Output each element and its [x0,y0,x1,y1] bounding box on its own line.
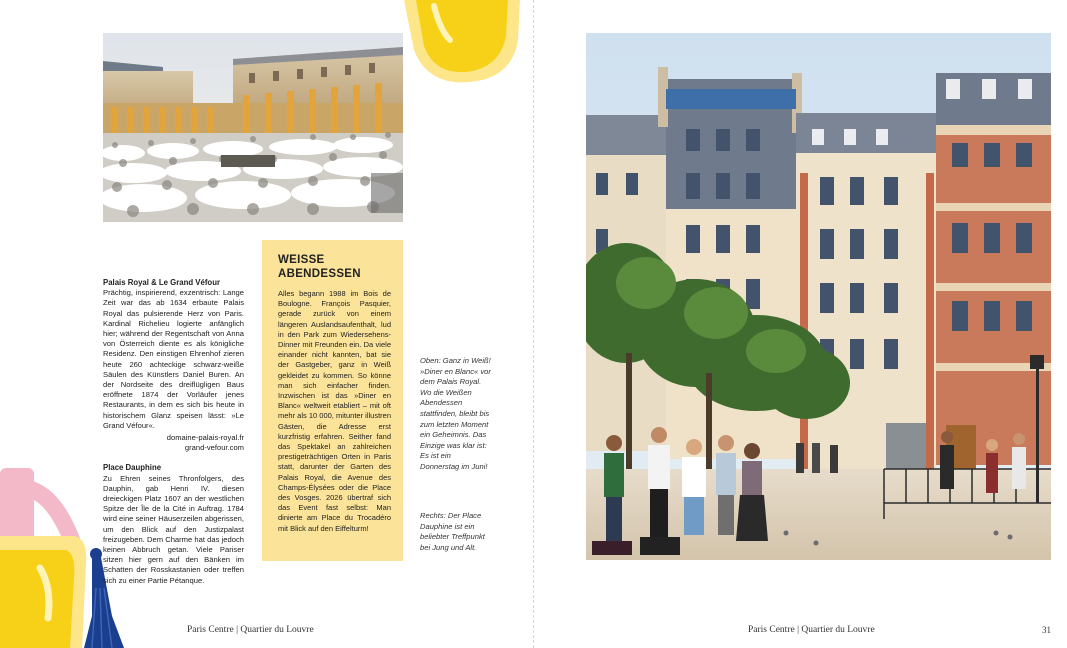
left-text-column [103,278,244,586]
palais-royal-link-2[interactable]: grand-vefour.com [184,443,244,453]
palais-royal-heading: Palais Royal & Le Grand Véfour [103,278,220,287]
page-number: 31 [1042,625,1051,635]
yellow-bottle-illustration [400,0,530,86]
sidebar-box-weisse-abendessen [262,240,403,561]
box-title: WEISSE ABENDESSEN [278,254,361,280]
box-body: Alles begann 1988 im Bois de Boulogne. François Pasquier, gerade zurück von einem längeren Auslandsaufenthalt, lud in den Park zum Wiedersehens-Dinner mit Freunden ein. Da viele einander nicht kannten, bat sie der Gastgeber, ganz in Weiß gekleidet zu kommen. So könne man sich einfacher finden. Inzwischen ist das »Diner en Blanc« weltweit etabliert – mit oft mehr als 10 000, mitunter illustren Gästen, die Adresse erst kurzfristig erfahren. Seither fand das Spektakel an zahlreichen prestigeträchtigen Orten in Paris statt, darunter der Garten des Palais Royal, die Avenue des Champs-Élysées oder die Place des Vosges. 2026 übertraf sich das Event fast selbst: Man dinierte am Place du Trocadéro mit Blick auf den Eiffelturm! [278,289,391,533]
caption-top: Oben: Ganz in Weiß! »Diner en Blanc« vor dem Palais Royal. Wo die Weißen Abendessen stattfinden, bleibt bis zum letzten Moment ein Geheimnis. Das Einzige was klar ist: Es ist ein Donnerstag im Juni! [420,356,491,471]
caption-bottom: Rechts: Der Place Dauphine ist ein beliebter Treffpunkt bei Jung und Alt. [420,511,485,552]
palais-royal-link-1[interactable]: domaine-palais-royal.fr [166,433,244,443]
running-footer-right: Paris Centre | Quartier du Louvre [748,625,875,635]
right-page [534,0,1067,648]
place-dauphine-heading: Place Dauphine [103,463,162,473]
palais-royal-body: Prächtig, inspirierend, exzentrisch: Lange Zeit war das ab 1634 erbaute Palais Royal das pulsierende Herz von Paris. Kardinal Richelieu logierte anfänglich hier; während der Regentschaft von Anna von Österreich diente es als königliche Residenz. Den einstigen Ehrenhof zieren heute 260 achteckige schwarz-weiße Säulen des Künstlers Daniel Buren. An der Nordseite des dreiflügligen Baus eröffnete 1874 der Vorläufer jenes Restaurants, in dem es sich bis heute in historischem Glanz speisen lässt: »Le Grand Véfour«. [103,288,244,430]
photo-palais-royal-diner-en-blanc [103,33,403,222]
running-footer-left: Paris Centre | Quartier du Louvre [187,625,314,635]
place-dauphine-body: Zu Ehren seines Thronfolgers, des Dauphin, gab Henri IV. diesen dreieckigen Platz 1607 an der westlichen Spitze der Île de la Cité in Auftrag. 1784 wird eine seiner Häuserzeilen abgerissen, um den Blick auf den Justizpalast freizugeben. Dem Charme hat das jedoch keinen Abbruch getan. Viele Pariser sitzen hier gern auf den Bänken im Schatten der Rosskastanien oder treffen sich zu einer Partie Pétanque. [103,473,244,585]
photo-place-dauphine [586,33,1051,560]
